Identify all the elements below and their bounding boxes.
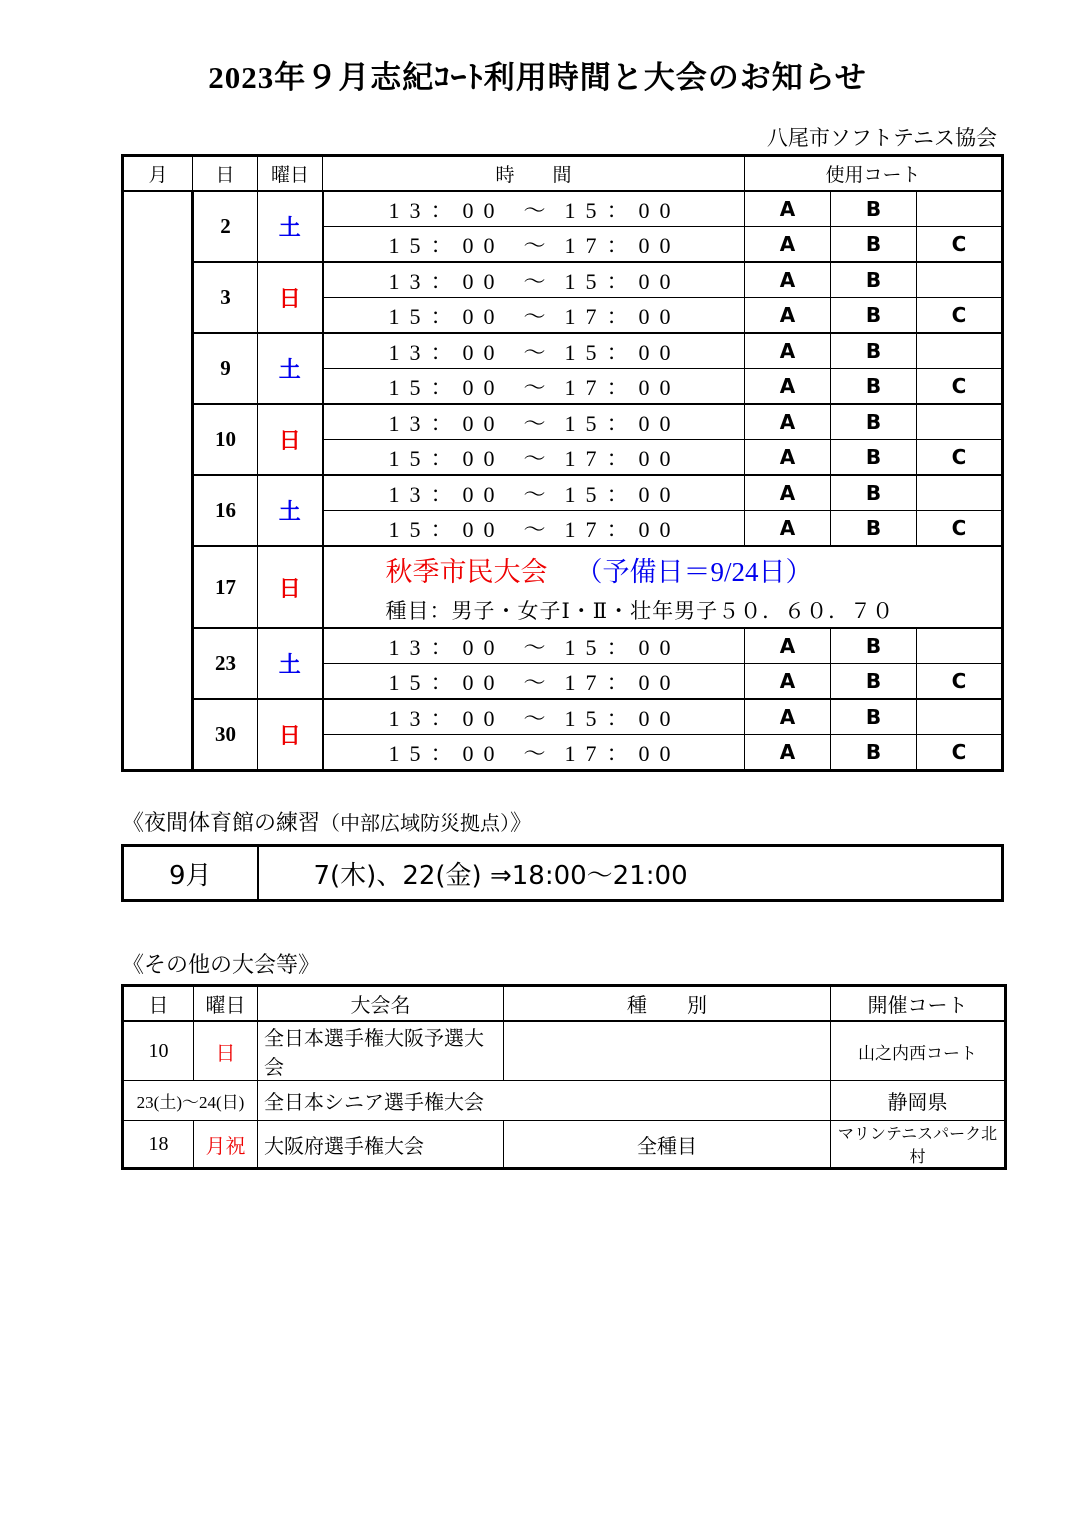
court-c — [917, 699, 1003, 735]
slot-tilde: ～ — [523, 634, 546, 660]
slot-start: 15：00 — [388, 232, 505, 258]
court-b: B — [831, 191, 917, 227]
slot-tilde: ～ — [523, 339, 546, 365]
day-number: 17 — [193, 546, 258, 628]
other-header-row — [123, 986, 1006, 1022]
table-row — [123, 404, 1003, 440]
other-header-venue: 開催コート — [831, 986, 1006, 1022]
court-a: A — [745, 227, 831, 263]
court-a: A — [745, 404, 831, 440]
other-event-name: 大阪府選手権大会 — [258, 1121, 504, 1169]
event-categories: 種目：男子・女子Ⅰ・Ⅱ・壮年男子５０．６０．７０ — [385, 598, 895, 623]
court-c — [917, 262, 1003, 298]
night-practice-title — [122, 806, 532, 837]
other-dow: 月祝 — [194, 1121, 258, 1169]
day-number: 3 — [193, 262, 258, 333]
month-cell — [123, 191, 193, 771]
table-row — [123, 191, 1003, 227]
court-b: B — [831, 664, 917, 700]
table-row — [123, 1121, 1006, 1169]
court-c: C — [917, 664, 1003, 700]
court-a: A — [745, 440, 831, 476]
court-b: B — [831, 699, 917, 735]
time-slot — [323, 440, 745, 476]
slot-end: 15：00 — [564, 410, 681, 436]
court-a: A — [745, 191, 831, 227]
slot-end: 15：00 — [564, 705, 681, 731]
other-category — [504, 1021, 831, 1081]
court-a: A — [745, 475, 831, 511]
day-of-week: 土 — [258, 333, 323, 404]
slot-tilde: ～ — [523, 374, 546, 400]
other-dow: 日 — [194, 1021, 258, 1081]
header-dow: 曜日 — [258, 156, 323, 192]
slot-start: 13：00 — [388, 268, 505, 294]
other-venue: マリンテニスパーク北村 — [831, 1121, 1006, 1169]
slot-end: 15：00 — [564, 339, 681, 365]
day-of-week: 土 — [258, 191, 323, 262]
slot-start: 13：00 — [388, 481, 505, 507]
slot-tilde: ～ — [523, 705, 546, 731]
slot-end: 15：00 — [564, 481, 681, 507]
slot-tilde: ～ — [523, 516, 546, 542]
slot-start: 13：00 — [388, 197, 505, 223]
slot-end: 15：00 — [564, 268, 681, 294]
slot-end: 15：00 — [564, 197, 681, 223]
time-slot — [323, 699, 745, 735]
day-number: 23 — [193, 628, 258, 699]
slot-end: 17：00 — [564, 374, 681, 400]
header-month: 月 — [123, 156, 193, 192]
organization-name: 八尾市ソフトテニス協会 — [766, 126, 997, 150]
other-day: 10 — [123, 1021, 194, 1081]
court-c: C — [917, 735, 1003, 771]
court-c: C — [917, 440, 1003, 476]
slot-end: 15：00 — [564, 634, 681, 660]
table-row — [123, 475, 1003, 511]
other-header-dow: 曜日 — [194, 986, 258, 1022]
time-slot — [323, 369, 745, 405]
court-c: C — [917, 298, 1003, 334]
slot-tilde: ～ — [523, 445, 546, 471]
table-row — [123, 628, 1003, 664]
slot-start: 15：00 — [388, 374, 505, 400]
court-c — [917, 333, 1003, 369]
table-row — [123, 1081, 1006, 1121]
night-practice-table — [121, 844, 1004, 902]
court-schedule-table — [121, 154, 1004, 772]
other-header-category: 種 別 — [504, 986, 831, 1022]
slot-end: 17：00 — [564, 740, 681, 766]
day-number: 9 — [193, 333, 258, 404]
court-a: A — [745, 369, 831, 405]
other-day: 18 — [123, 1121, 194, 1169]
table-row — [123, 262, 1003, 298]
slot-tilde: ～ — [523, 481, 546, 507]
night-title-sub: （中部広域防災拠点） — [320, 813, 511, 835]
other-header-day: 日 — [123, 986, 194, 1022]
slot-tilde: ～ — [523, 410, 546, 436]
table-row — [123, 699, 1003, 735]
other-venue: 山之内西コート — [831, 1021, 1006, 1081]
court-c: C — [917, 511, 1003, 547]
night-month: 9月 — [123, 846, 258, 901]
court-b: B — [831, 262, 917, 298]
slot-start: 13：00 — [388, 410, 505, 436]
header-day: 日 — [193, 156, 258, 192]
slot-start: 15：00 — [388, 303, 505, 329]
day-of-week: 日 — [258, 699, 323, 771]
time-slot — [323, 227, 745, 263]
court-b: B — [831, 440, 917, 476]
time-slot — [323, 511, 745, 547]
time-slot — [323, 191, 745, 227]
court-b: B — [831, 735, 917, 771]
court-a: A — [745, 628, 831, 664]
court-b: B — [831, 369, 917, 405]
slot-tilde: ～ — [523, 669, 546, 695]
court-b: B — [831, 333, 917, 369]
night-dates: 7(木)、22(金) ⇒18:00～21:00 — [258, 846, 1003, 901]
slot-end: 17：00 — [564, 445, 681, 471]
day-number: 2 — [193, 191, 258, 262]
day-of-week: 土 — [258, 628, 323, 699]
event-reserve-day: （予備日＝9/24日） — [575, 556, 813, 587]
day-of-week: 土 — [258, 475, 323, 546]
other-venue: 静岡県 — [831, 1081, 1006, 1121]
court-c — [917, 404, 1003, 440]
court-b: B — [831, 298, 917, 334]
court-c: C — [917, 227, 1003, 263]
slot-start: 15：00 — [388, 669, 505, 695]
time-slot — [323, 628, 745, 664]
court-a: A — [745, 699, 831, 735]
slot-start: 15：00 — [388, 445, 505, 471]
court-a: A — [745, 664, 831, 700]
other-event-name: 全日本シニア選手権大会 — [258, 1081, 831, 1121]
court-b: B — [831, 628, 917, 664]
table-row — [123, 333, 1003, 369]
other-events-table — [121, 984, 1007, 1170]
slot-end: 17：00 — [564, 516, 681, 542]
day-number: 10 — [193, 404, 258, 475]
day-of-week: 日 — [258, 262, 323, 333]
slot-start: 13：00 — [388, 634, 505, 660]
header-time: 時 間 — [323, 156, 745, 192]
court-c: C — [917, 369, 1003, 405]
time-slot — [323, 475, 745, 511]
time-slot — [323, 664, 745, 700]
day-of-week: 日 — [258, 546, 323, 628]
court-b: B — [831, 404, 917, 440]
court-a: A — [745, 511, 831, 547]
schedule-header-row — [123, 156, 1003, 192]
court-c — [917, 475, 1003, 511]
time-slot — [323, 333, 745, 369]
court-c — [917, 191, 1003, 227]
time-slot — [323, 404, 745, 440]
slot-end: 17：00 — [564, 669, 681, 695]
event-cell — [323, 546, 1003, 628]
court-a: A — [745, 262, 831, 298]
time-slot — [323, 262, 745, 298]
slot-tilde: ～ — [523, 232, 546, 258]
night-practice-row — [123, 846, 1003, 901]
other-event-name: 全日本選手権大阪予選大会 — [258, 1021, 504, 1081]
slot-end: 17：00 — [564, 303, 681, 329]
time-slot — [323, 735, 745, 771]
slot-start: 13：00 — [388, 339, 505, 365]
other-header-name: 大会名 — [258, 986, 504, 1022]
slot-start: 13：00 — [388, 705, 505, 731]
page-title: 2023年９月志紀ｺｰﾄ利用時間と大会のお知らせ — [208, 60, 867, 95]
other-events-title: 《その他の大会等》 — [122, 952, 321, 977]
court-a: A — [745, 333, 831, 369]
slot-end: 17：00 — [564, 232, 681, 258]
court-a: A — [745, 735, 831, 771]
court-b: B — [831, 511, 917, 547]
slot-start: 15：00 — [388, 740, 505, 766]
slot-start: 15：00 — [388, 516, 505, 542]
court-c — [917, 628, 1003, 664]
day-of-week: 日 — [258, 404, 323, 475]
header-court: 使用コート — [745, 156, 1003, 192]
night-title-main: 《夜間体育館の練習 — [122, 810, 321, 835]
table-row — [123, 1021, 1006, 1081]
day-number: 16 — [193, 475, 258, 546]
table-row — [123, 546, 1003, 628]
night-title-end: 》 — [510, 810, 533, 835]
other-day-range: 23(土)～24(日) — [123, 1081, 258, 1121]
slot-tilde: ～ — [523, 197, 546, 223]
day-number: 30 — [193, 699, 258, 771]
time-slot — [323, 298, 745, 334]
slot-tilde: ～ — [523, 740, 546, 766]
event-name: 秋季市民大会 — [385, 556, 548, 587]
other-category: 全種目 — [504, 1121, 831, 1169]
slot-tilde: ～ — [523, 268, 546, 294]
court-b: B — [831, 475, 917, 511]
slot-tilde: ～ — [523, 303, 546, 329]
court-b: B — [831, 227, 917, 263]
court-a: A — [745, 298, 831, 334]
event-title-line — [386, 550, 1002, 589]
